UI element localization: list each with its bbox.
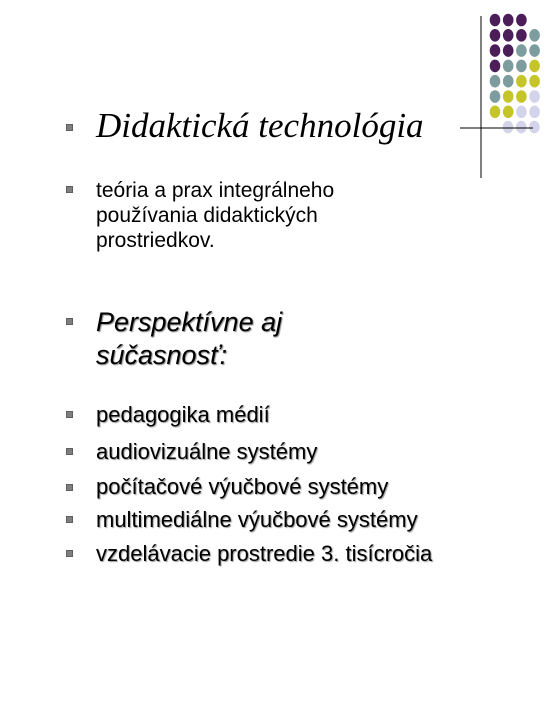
- bullet-square-icon: [66, 448, 73, 455]
- bullet-definition: [66, 186, 73, 193]
- definition-line: teória a prax integrálneho: [96, 179, 335, 202]
- list-item: pedagogika médií: [96, 402, 270, 427]
- decorative-dot: [490, 106, 501, 119]
- bullet-item: [66, 484, 73, 491]
- bullet-square-icon: [66, 318, 73, 325]
- decorative-dot: [503, 60, 514, 73]
- bullet-item: [66, 550, 73, 557]
- subtitle-line: súčasnosť:: [96, 340, 228, 370]
- bullet-square-icon: [66, 411, 73, 418]
- decorative-dot: [503, 14, 514, 27]
- decorative-dot: [503, 75, 514, 88]
- bullet-item: [66, 448, 73, 455]
- list-item: počítačové výučbové systémy: [96, 474, 389, 499]
- decorative-dot: [490, 14, 501, 27]
- decorative-dot: [516, 106, 527, 119]
- decorative-dot: [516, 29, 527, 42]
- decorative-dot: [503, 90, 514, 103]
- decorative-dot: [490, 90, 501, 103]
- decorative-dot: [503, 44, 514, 57]
- decorative-dot: [516, 90, 527, 103]
- decorative-dot-grid: [0, 0, 553, 200]
- decorative-dot: [529, 60, 540, 73]
- decorative-dot: [529, 106, 540, 119]
- decorative-dot: [516, 44, 527, 57]
- bullet-square-icon: [66, 484, 73, 491]
- bullet-item: [66, 516, 73, 523]
- definition-line: prostriedkov.: [96, 229, 215, 252]
- bullet-square-icon: [66, 124, 73, 131]
- decorative-dot: [529, 29, 540, 42]
- decorative-dot: [490, 29, 501, 42]
- bullet-title: [66, 124, 73, 131]
- decorative-dot: [490, 60, 501, 73]
- decorative-dot: [516, 75, 527, 88]
- decorative-dot: [516, 60, 527, 73]
- decorative-dot: [503, 106, 514, 119]
- list-item: multimediálne výučbové systémy: [96, 507, 418, 532]
- definition-text: [96, 178, 334, 253]
- decorative-dot: [516, 121, 527, 134]
- subtitle: [96, 306, 282, 372]
- decorative-dot: [529, 90, 540, 103]
- decorative-dot: [490, 75, 501, 88]
- decorative-dot: [503, 29, 514, 42]
- decorative-dot: [490, 44, 501, 57]
- bullet-subtitle: [66, 318, 73, 325]
- list-item: vzdelávacie prostredie 3. tisícročia: [96, 541, 433, 566]
- bullet-item: [66, 411, 73, 418]
- definition-line: používania didaktických: [96, 204, 318, 227]
- subtitle-line: Perspektívne aj: [96, 307, 283, 337]
- slide-title: Didaktická technológia: [96, 106, 424, 145]
- decorative-dot: [516, 14, 527, 27]
- bullet-square-icon: [66, 186, 73, 193]
- decorative-dot: [529, 121, 540, 134]
- decorative-dot: [503, 121, 514, 134]
- decorative-dot: [529, 75, 540, 88]
- decorative-dot: [529, 44, 540, 57]
- bullet-square-icon: [66, 550, 73, 557]
- list-item: audiovizuálne systémy: [96, 439, 318, 464]
- bullet-square-icon: [66, 516, 73, 523]
